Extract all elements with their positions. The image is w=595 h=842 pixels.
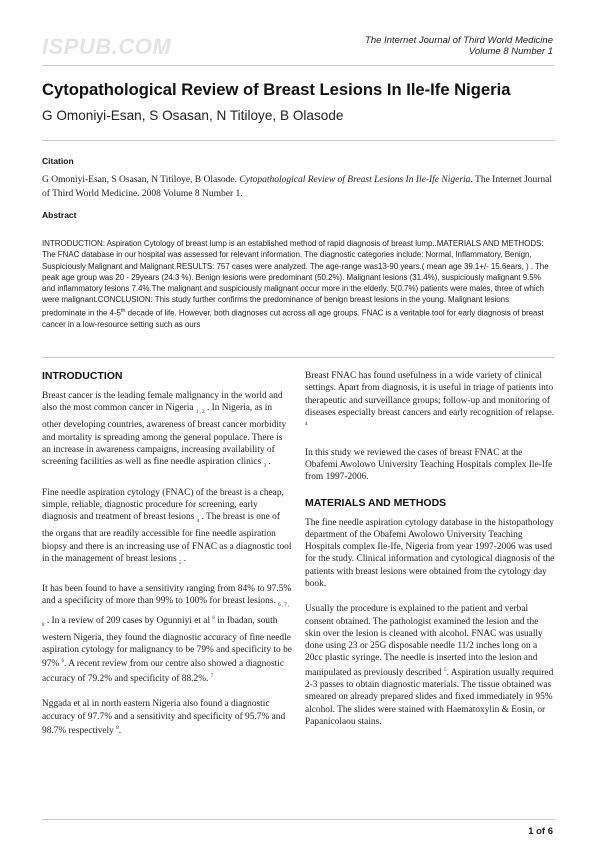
left-column xyxy=(42,370,292,750)
article-title: Cytopathological Review of Breast Lesions In Ile-Ife Nigeria xyxy=(42,80,511,99)
intro-paragraph-2: Fine needle aspiration cytology (FNAC) of the breast is a cheap, simple, reliable, diagnostic procedure for screening, early diagnosis and treatment of breast lesions $_4$ . The breast is one of the organs that are readily accessible for fine needle aspiration biopsy and there is an increasing use of FNAC as a diagnostic tool in the management of breast lesions $_5$ . xyxy=(42,487,292,566)
citation-text: G Omoniyi-Esan, S Osasan, N Titiloye, B Olasode. Cytopathological Review of Breast Lesions In Ile-Ife Nigeria. The Internet Journal of Third World Medicine. 2008 Volume 8 Number 1. xyxy=(42,175,553,199)
abstract-text: INTRODUCTION: Aspiration Cytology of breast lump is an established method of rapid diagnosis of breast lump..MATERIALS AND METHODS: The FNAC database in our hospital was assessed for relevant information. The diagnostic categories include: Normal, Inflammatory, Benign, Suspiciously Malignant and Malignant.RESULTS: 757 cases were analyzed. The age-range was13-90 years.( mean age 39.1+/- 15.6ears, ) . The peak age group was 20 - 29years (24.3 %). Benign lesions were predominant (50.2%). Malignant lesions (31.4%), suspiciously malignant 9.5% and inflammatory lesions 7.4%.The malignant and suspiciously malignant occur more in the elderly. 5(0.7%) patients were males, three of which were malignant.CONCLUSION: This study further confirms the predominance of benign breast lesions in the young. Malignant lesions predominate in the 4-5th decade of life. However, both diagnoses cut across all age groups. FNAC is a veritable tool for early diagnosis of breast cancer in a low-resource setting such as ours xyxy=(42,239,549,329)
abstract-rule xyxy=(42,357,554,358)
title-rule xyxy=(42,140,554,141)
intro-paragraph-1: Breast cancer is the leading female malignancy in the world and also the most common cancer in Nigeria $_{1 , 2}$ . In Nigeria, as in other developing countries, awareness of breast cancer morbidity and mortality is spreading among the general populace. There is an increase in awareness campaigns, increasing availability of screening facilities as well as fine needle aspiration clinics $_3$ . xyxy=(42,391,287,470)
citation-heading: Citation xyxy=(42,156,74,166)
abstract-heading: Abstract xyxy=(42,210,77,220)
intro-paragraph-4: Nggada et al in north eastern Nigeria also found a diagnostic accuracy of 97.7% and a sensitivity and specificity of 95.7% and 98.7% respectively $^8$. xyxy=(42,699,286,736)
ispub-logo: ISPUB.COM xyxy=(42,34,172,59)
methods-heading: MATERIALS AND METHODS xyxy=(305,496,447,509)
page-number: 1 of 6 xyxy=(528,826,553,837)
journal-header xyxy=(365,35,553,57)
journal-volume: Volume 8 Number 1 xyxy=(468,46,553,57)
footer-rule xyxy=(42,819,554,820)
citation-title: Cytopathological Review of Breast Lesions In Ile-Ife Nigeria xyxy=(239,175,471,185)
right-column xyxy=(305,370,555,741)
intro-paragraph-6: In this study we reviewed the cases of breast FNAC at the Obafemi Awolowo University Teaching Hospitals complex Ile-Ife from 1997-2006. xyxy=(305,447,553,483)
methods-paragraph-2: Usually the procedure is explained to the patient and verbal consent obtained. The pathologist examined the lesion and the skin over the lesion is cleaned with alcohol. FNAC was usually done using 23 or 25G disposable needle 11/2 inches long on a 20cc plastic syringe. The needle is inserted into the lesion and manipulated as previously described $^5$. Aspiration usually required 2-3 passes to obtain diagnostic materials. The tissue obtained was smeared on already prepared slides and fixed immediately in 95% alcohol. The slides were stained with Haematoxylin & Eosin, or Papanicolaou stains. xyxy=(305,604,554,728)
journal-name: The Internet Journal of Third World Medicine xyxy=(365,35,553,46)
intro-paragraph-3: It has been found to have a sensitivity ranging from 84% to 97.5% and a specificity of more than 99% to 100% for breast lesions. $_{6 , 7 , 8}$ . In a review of 209 cases by Ogunniyi et al $^6$ in Ibadan, south western Nigeria, they found the diagnostic accuracy of fine needle aspiration cytology for malignancy to be 79% and specificity to be 97% $^6$. A recent review from our centre also showed a diagnostic accuracy of 79.2% and specificity of 88.2%. $^7$ xyxy=(42,584,292,684)
introduction-heading: INTRODUCTION xyxy=(42,370,123,382)
intro-paragraph-5: Breast FNAC has found usefulness in a wide variety of clinical settings. Apart from diagnosis, it is useful in triage of patients into therapeutic and surveillance groups; follow-up and monitoring of diseases especially breast cancers and early recognition of relapse. $^4$ xyxy=(305,371,555,428)
header-rule xyxy=(42,65,554,66)
article-authors: G Omoniyi-Esan, S Osasan, N Titiloye, B Olasode xyxy=(42,108,344,123)
methods-paragraph-1: The fine needle aspiration cytology database in the histopathology department of the Obafemi Awolowo University Teaching Hospitals complex Ile-Ife, Nigeria from year 1997-2006 was used for the study. Clinical information and cytological diagnosis of the patients with breast lesions were obtained from the cytology day book. xyxy=(305,517,555,589)
